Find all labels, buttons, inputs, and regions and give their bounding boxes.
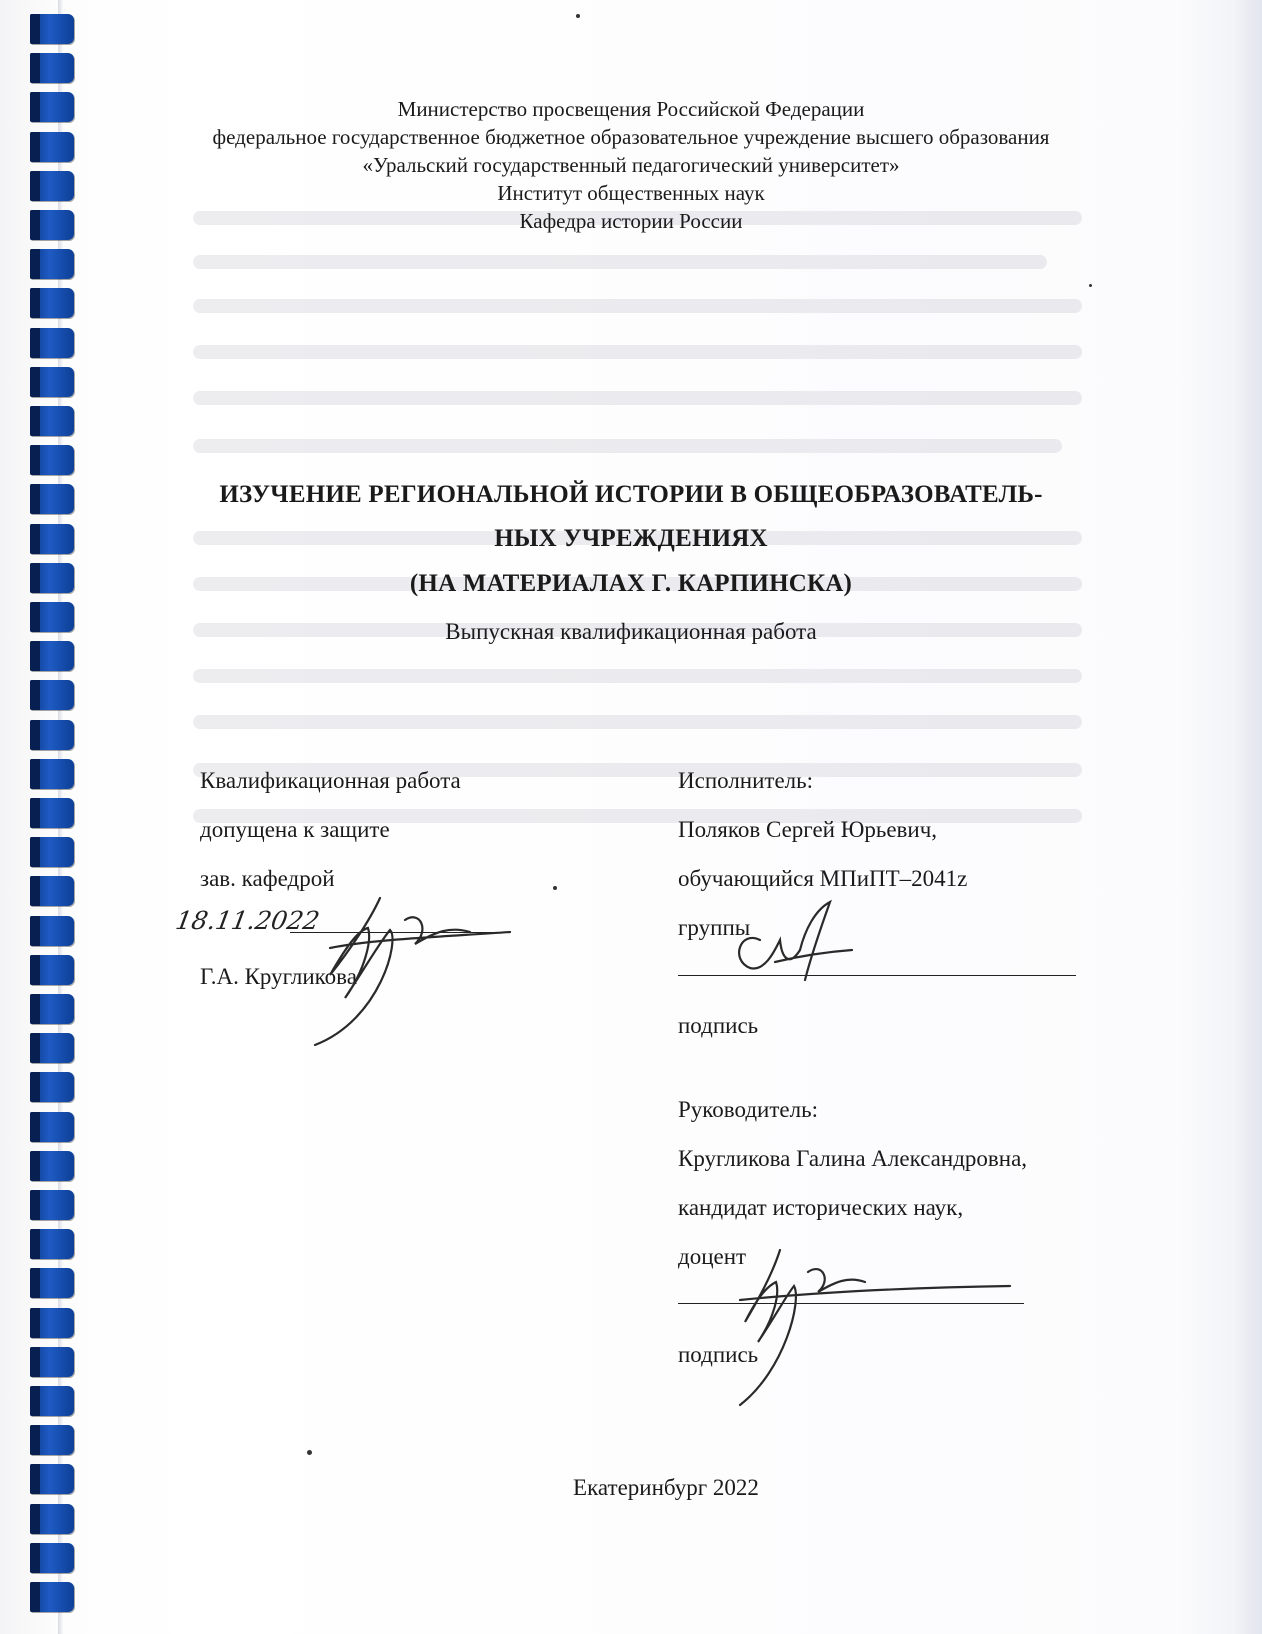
author-group: группы [678, 915, 751, 940]
city-year: Екатеринбург 2022 [573, 1475, 759, 1500]
author-signature [720, 900, 860, 990]
head-of-department-signature [310, 880, 520, 1050]
author-signature-label: подпись [678, 1013, 759, 1038]
work-type-line: Выпускная квалификационная работа [445, 619, 817, 644]
admission-line-2: допущена к защите [200, 817, 390, 842]
scan-speck [1089, 284, 1092, 287]
supervisor-signature-label: подпись [678, 1342, 759, 1367]
thesis-title-line-1: ИЗУЧЕНИЕ РЕГИОНАЛЬНОЙ ИСТОРИИ В ОБЩЕОБРАЗОВАТЕЛЬ- [219, 481, 1043, 508]
thesis-title-line-2: НЫХ УЧРЕЖДЕНИЯХ [494, 525, 768, 552]
institution-type-line: федеральное государственное бюджетное образовательное учреждение высшего образования [212, 125, 1050, 149]
admission-line-3: зав. кафедрой [200, 866, 335, 891]
thesis-title-line-3: (НА МАТЕРИАЛАХ Г. КАРПИНСКА) [409, 570, 853, 597]
author-label: Исполнитель: [678, 768, 814, 793]
ministry-line: Министерство просвещения Российской Федерации [397, 97, 865, 121]
scan-speck [553, 886, 557, 890]
supervisor-degree: кандидат исторических наук, [678, 1195, 964, 1220]
scan-speck [576, 14, 580, 18]
admission-line-1: Квалификационная работа [200, 768, 461, 793]
scan-speck [307, 1450, 312, 1455]
supervisor-signature [730, 1230, 1020, 1410]
supervisor-position: доцент [678, 1244, 747, 1269]
author-status: обучающийся МПиПТ–2041z [678, 866, 968, 891]
admission-name: Г.А. Кругликова [200, 964, 357, 989]
department-line: Кафедра истории России [519, 209, 743, 233]
university-line: «Уральский государственный педагогический университет» [362, 153, 900, 177]
author-name: Поляков Сергей Юрьевич, [678, 817, 938, 842]
supervisor-label: Руководитель: [678, 1097, 818, 1122]
institute-line: Институт общественных наук [497, 181, 765, 205]
admission-handwritten-date: 18.11.2022 [173, 906, 322, 935]
supervisor-name: Кругликова Галина Александровна, [678, 1146, 1028, 1171]
